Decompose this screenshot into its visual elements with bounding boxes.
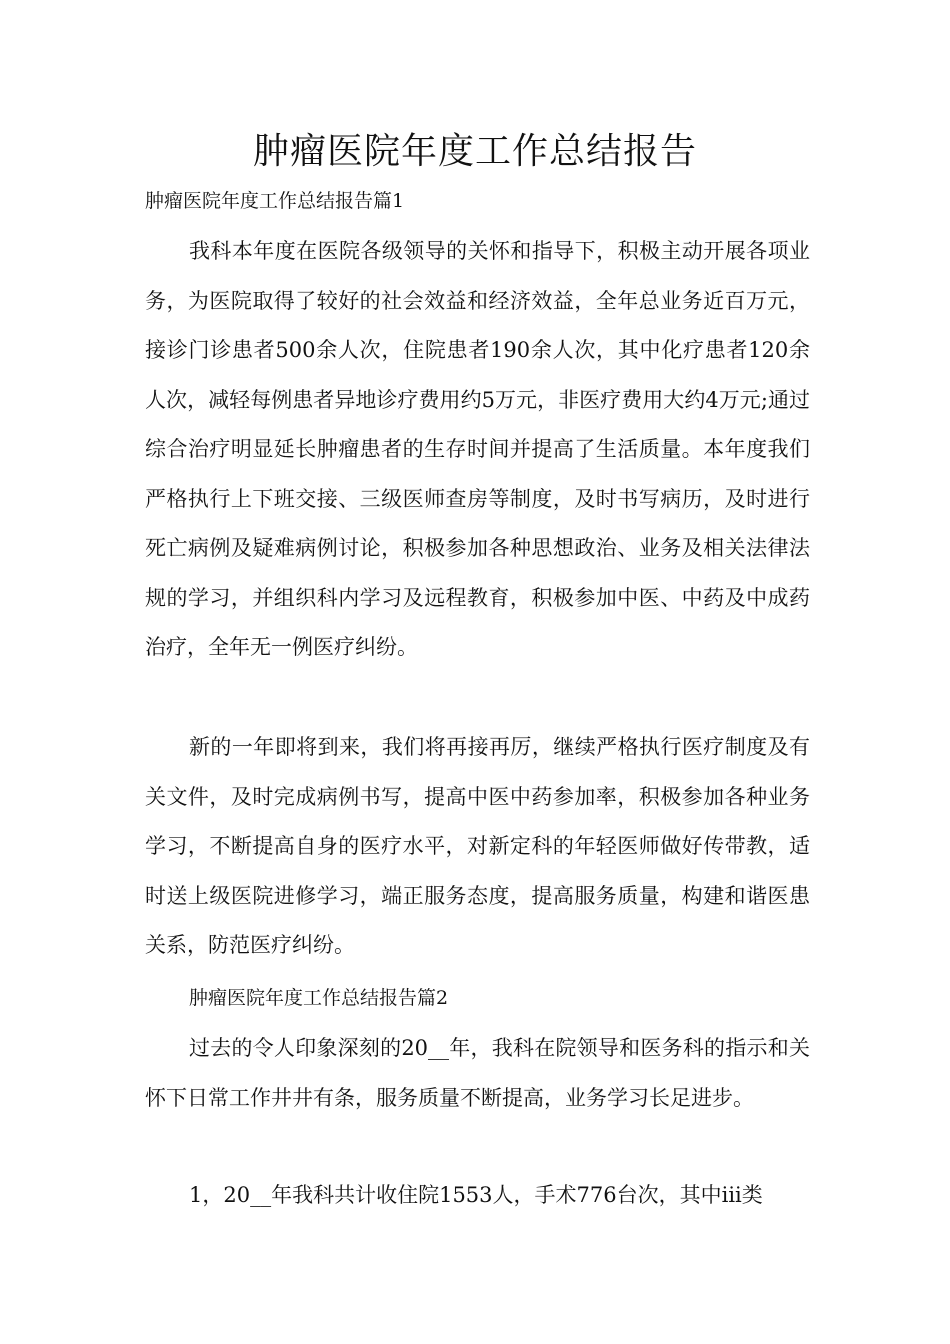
section2-paragraph-2: 1，20__年我科共计收住院1553人，手术776台次，其中iii类 [189, 1183, 763, 1207]
section2-paragraph-1: 过去的令人印象深刻的20__年，我科在院领导和医务科的指示和关怀下日常工作井井有条，服务质量不断提高，业务学习长足进步。 [145, 1036, 810, 1110]
page-title: 肿瘤医院年度工作总结报告 [252, 131, 697, 172]
section1-paragraph-1: 我科本年度在医院各级领导的关怀和指导下，积极主动开展各项业务，为医院取得了较好的社会效益和经济效益，全年总业务近百万元，接诊门诊患者500余人次，住院患者190余人次，其中化疗患者120余人次，减轻每例患者异地诊疗费用约5万元，非医疗费用大约4万元;通过综合治疗明显延长肿瘤患者的生存时间并提高了生活质量。本年度我们严格执行上下班交接、三级医师查房等制度，及时书写病历，及时进行死亡病例及疑难病例讨论，积极参加各种思想政治、业务及相关法律法规的学习，并组织科内学习及远程教育，积极参加中医、中药及中成药治疗，全年无一例医疗纠纷。 [145, 239, 810, 659]
section1-heading: 肿瘤医院年度工作总结报告篇1 [145, 190, 405, 212]
section1-paragraph-2: 新的一年即将到来，我们将再接再厉，继续严格执行医疗制度及有关文件，及时完成病例书写，提高中医中药参加率，积极参加各种业务学习，不断提高自身的医疗水平，对新定科的年轻医师做好传带教，适时送上级医院进修学习，端正服务态度，提高服务质量，构建和谐医患关系，防范医疗纠纷。 [145, 735, 810, 957]
section2-heading: 肿瘤医院年度工作总结报告篇2 [189, 987, 449, 1009]
